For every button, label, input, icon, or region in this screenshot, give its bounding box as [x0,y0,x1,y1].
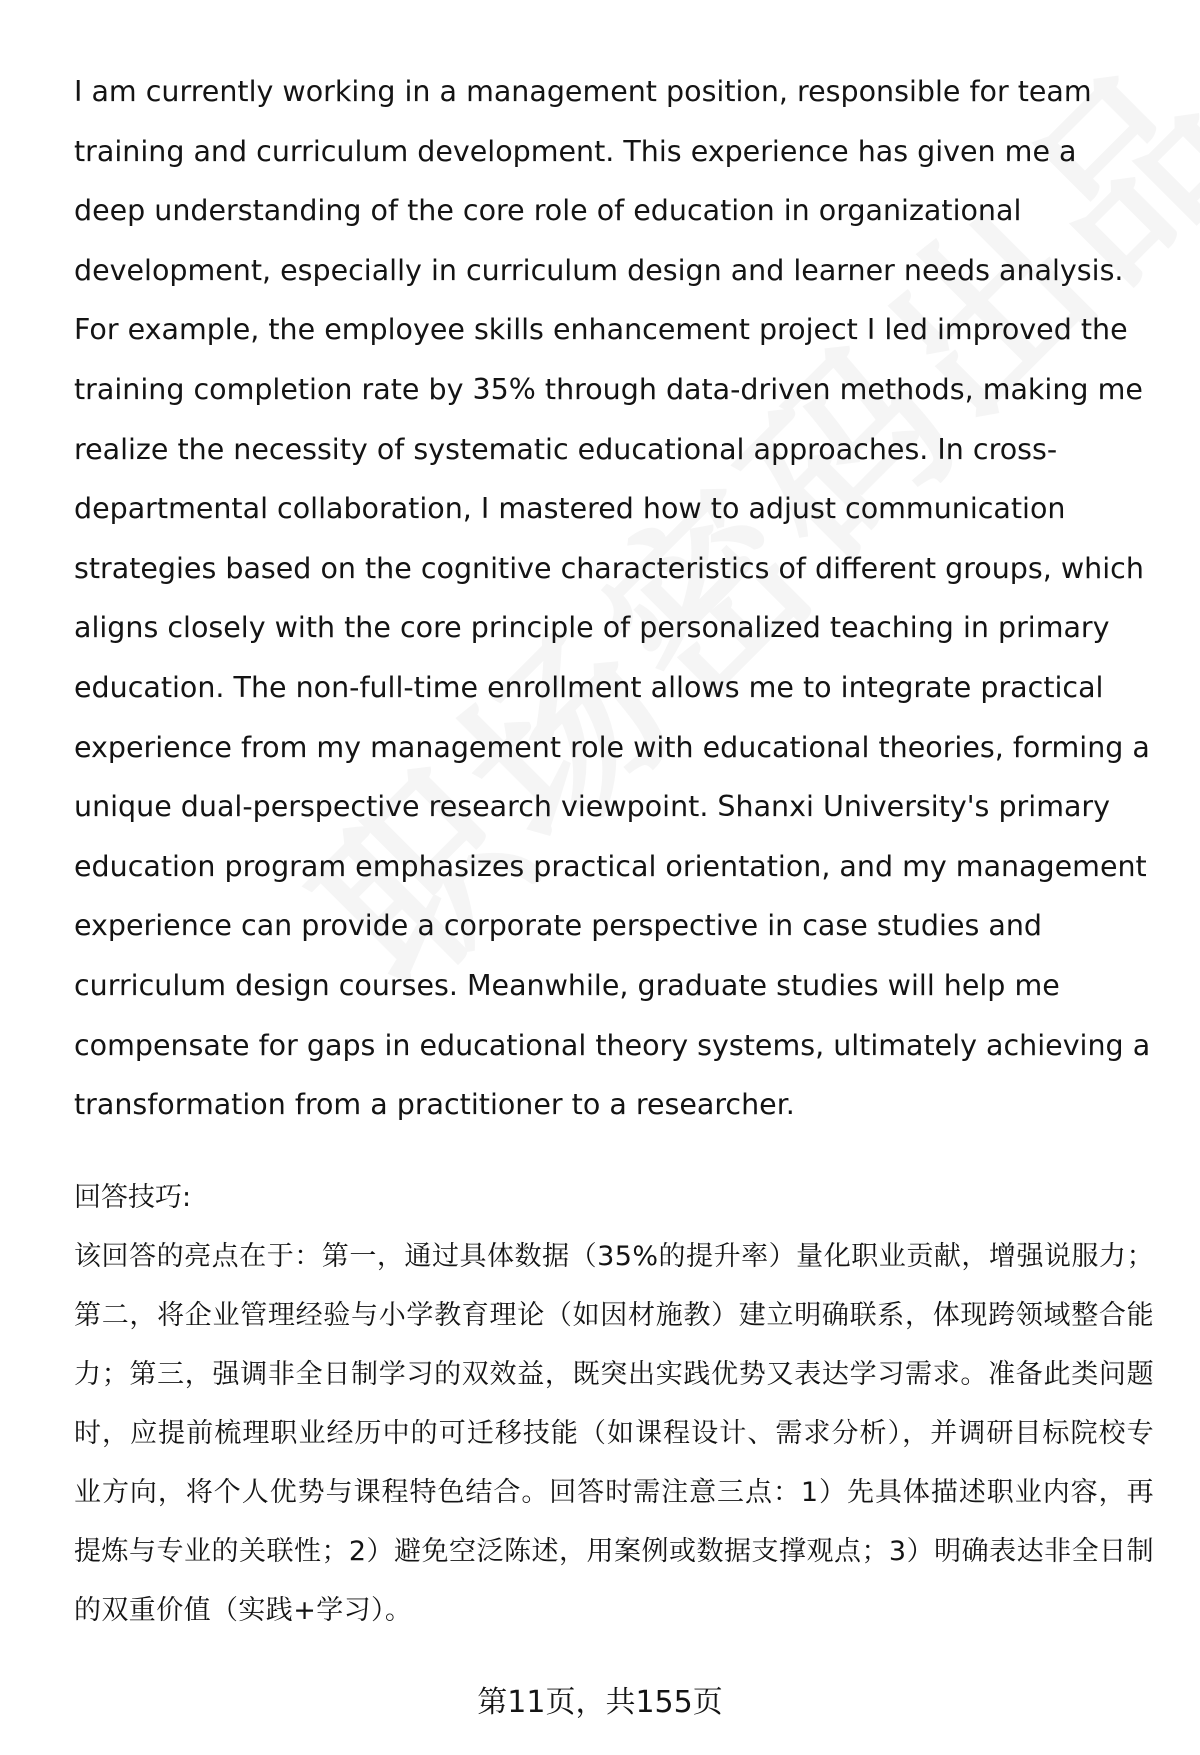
tips-body: 该回答的亮点在于：第一，通过具体数据（35%的提升率）量化职业贡献，增强说服力；第二，将企业管理经验与小学教育理论（如因材施教）建立明确联系，体现跨领域整合能力；第三，强调非全日制学习的双效益，既突出实践优势又表达学习需求。准备此类问题时，应提前梳理职业经历中的可迁移技能（如课程设计、需求分析），并调研目标院校专业方向，将个人优势与课程特色结合。回答时需注意三点：1）先具体描述职业内容，再提炼与专业的关联性；2）避免空泛陈述，用案例或数据支撑观点；3）明确表达非全日制的双重价值（实践+学习）。 [74,1241,1154,1626]
tips-heading: 回答技巧: [74,1182,192,1213]
tips-section [74,1168,1154,1640]
page-number: 第11页，共155页 [477,1685,723,1720]
answer-paragraph: I am currently working in a management position, responsible for team training and curriculum development. This experience has given me a deep understanding of the core role of education in organizational development, especially in curriculum design and learner needs analysis. For example, the employee skills enhancement project I led improved the training completion rate by 35% through data-driven methods, making me realize the necessity of systematic educational approaches. In cross-departmental collaboration, I mastered how to adjust communication strategies based on the cognitive characteristics of different groups, which aligns closely with the core principle of personalized teaching in primary education. The non-full-time enrollment allows me to integrate practical experience from my management role with educational theories, forming a unique dual-perspective research viewpoint. Shanxi University's primary education program emphasizes practical orientation, and my management experience can provide a corporate perspective in case studies and curriculum design courses. Meanwhile, graduate studies will help me compensate for gaps in educational theory systems, ultimately achieving a transformation from a practitioner to a researcher. [74,75,1151,1122]
